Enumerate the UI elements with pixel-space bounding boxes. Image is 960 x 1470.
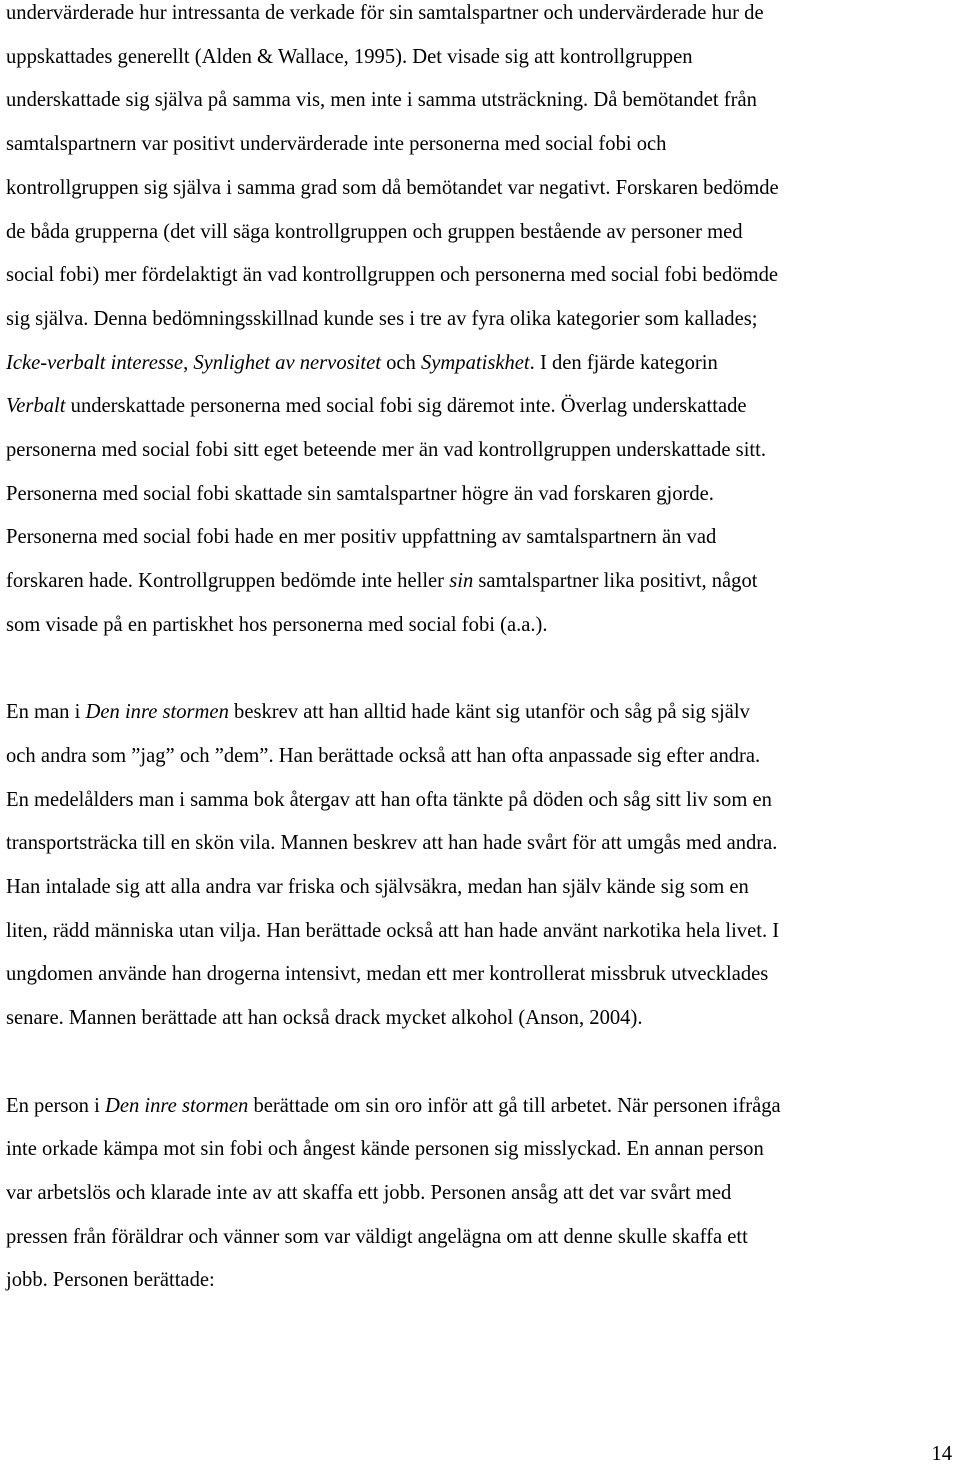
text-run: var arbetslös och klarade inte av att skaffa ett jobb. Personen ansåg att det var svårt med	[6, 1181, 732, 1204]
text-line	[6, 1259, 958, 1303]
text-line	[6, 473, 958, 517]
text-run: ,	[183, 351, 194, 374]
text-line	[6, 1216, 958, 1260]
text-line	[6, 866, 958, 910]
text-run: beskrev att han alltid hade känt sig utanför och såg på sig själv	[228, 701, 750, 724]
text-line	[6, 735, 958, 779]
text-line	[6, 822, 958, 866]
text-run: samtalspartnern var positivt undervärderade inte personerna med social fobi och	[6, 133, 667, 156]
text-run: som visade på en partiskhet hos personerna med social fobi (a.a.).	[6, 613, 548, 636]
text-run: samtalspartner lika positivt, något	[473, 570, 758, 593]
text-run: och andra som ”jag” och ”dem”. Han berättade också att han ofta anpassade sig efter andra.	[6, 744, 761, 767]
text-line	[6, 342, 958, 386]
text-line	[6, 385, 958, 429]
text-line	[6, 516, 958, 560]
text-line	[6, 429, 958, 473]
text-run: social fobi) mer fördelaktigt än vad kontrollgruppen och personerna med social fobi bedömde	[6, 264, 779, 287]
paragraph-gap	[6, 1041, 958, 1085]
text-run: undervärderade hur intressanta de verkade för sin samtalspartner och undervärderade hur de	[6, 2, 764, 24]
text-line	[6, 0, 958, 36]
text-run: Personerna med social fobi hade en mer positiv uppfattning av samtalspartnern än vad	[6, 526, 717, 549]
text-run: transportsträcka till en skön vila. Mannen beskrev att han hade svårt för att umgås med andra.	[6, 832, 778, 855]
text-run: ungdomen använde han drogerna intensivt, medan ett mer kontrollerat missbruk utvecklades	[6, 963, 769, 986]
text-run: och	[380, 351, 421, 374]
italic-text: Den inre stormen	[85, 701, 229, 724]
text-run: liten, rädd människa utan vilja. Han berättade också att han hade använt narkotika hela livet. I	[6, 919, 780, 942]
italic-text: Verbalt	[6, 395, 66, 418]
text-run: En person i	[6, 1094, 105, 1117]
italic-text: Sympatiskhet	[420, 351, 530, 374]
text-run: Personerna med social fobi skattade sin samtalspartner högre än vad forskaren gjorde.	[6, 482, 714, 505]
text-run: En medelålders man i samma bok återgav att han ofta tänkte på döden och såg sitt liv som en	[6, 788, 772, 811]
text-line	[6, 1128, 958, 1172]
italic-text: Icke-verbalt interesse	[6, 351, 184, 374]
text-line	[6, 79, 958, 123]
text-run: underskattade personerna med social fobi sig däremot inte. Överlag underskattade	[65, 395, 747, 418]
text-line	[6, 167, 958, 211]
text-run: forskaren hade. Kontrollgruppen bedömde inte heller	[6, 570, 450, 593]
page-number: 14	[931, 1443, 952, 1465]
text-run: En man i	[6, 701, 86, 724]
text-run: jobb. Personen berättade:	[6, 1269, 215, 1292]
italic-text: Den inre stormen	[104, 1094, 249, 1117]
text-line	[6, 604, 958, 648]
text-run: inte orkade kämpa mot sin fobi och ångest kände personen sig misslyckad. En annan person	[6, 1138, 764, 1161]
text-run: personerna med social fobi sitt eget beteende mer än vad kontrollgruppen underskattade sitt.	[6, 439, 767, 462]
italic-text: sin	[449, 570, 474, 593]
text-line	[6, 123, 958, 167]
text-line	[6, 691, 958, 735]
paragraph-man-inner-storm	[6, 691, 958, 1041]
text-run: underskattade sig själva på samma vis, men inte i samma utsträckning. Då bemötandet från	[6, 89, 757, 112]
text-run: senare. Mannen berättade att han också drack mycket alkohol (Anson, 2004).	[6, 1007, 643, 1030]
italic-text: Synlighet av nervositet	[193, 351, 381, 374]
paragraph-person-work-anxiety	[6, 1085, 958, 1304]
text-line	[6, 1172, 958, 1216]
text-run: de båda grupperna (det vill säga kontrollgruppen och gruppen bestående av personer med	[6, 220, 743, 243]
text-line	[6, 254, 958, 298]
paragraph-social-phobia-study	[6, 0, 958, 648]
text-line	[6, 953, 958, 997]
text-line	[6, 36, 958, 80]
text-line	[6, 560, 958, 604]
text-line	[6, 1085, 958, 1129]
text-line	[6, 298, 958, 342]
text-run: sig själva. Denna bedömningsskillnad kunde ses i tre av fyra olika kategorier som kallades;	[6, 307, 758, 330]
document-page	[6, 0, 958, 1303]
text-run: kontrollgruppen sig själva i samma grad som då bemötandet var negativt. Forskaren bedömde	[6, 176, 779, 199]
text-line	[6, 910, 958, 954]
paragraph-gap	[6, 648, 958, 692]
text-run: berättade om sin oro inför att gå till arbetet. När personen ifråga	[248, 1094, 781, 1117]
text-line	[6, 779, 958, 823]
text-run: . I den fjärde kategorin	[529, 351, 718, 374]
text-line	[6, 997, 958, 1041]
text-run: uppskattades generellt (Alden & Wallace, 1995). Det visade sig att kontrollgruppen	[6, 45, 693, 68]
text-line	[6, 211, 958, 255]
text-run: pressen från föräldrar och vänner som var väldigt angelägna om att denne skulle skaffa ett	[6, 1225, 748, 1248]
text-run: Han intalade sig att alla andra var friska och självsäkra, medan han själv kände sig som en	[6, 876, 749, 899]
